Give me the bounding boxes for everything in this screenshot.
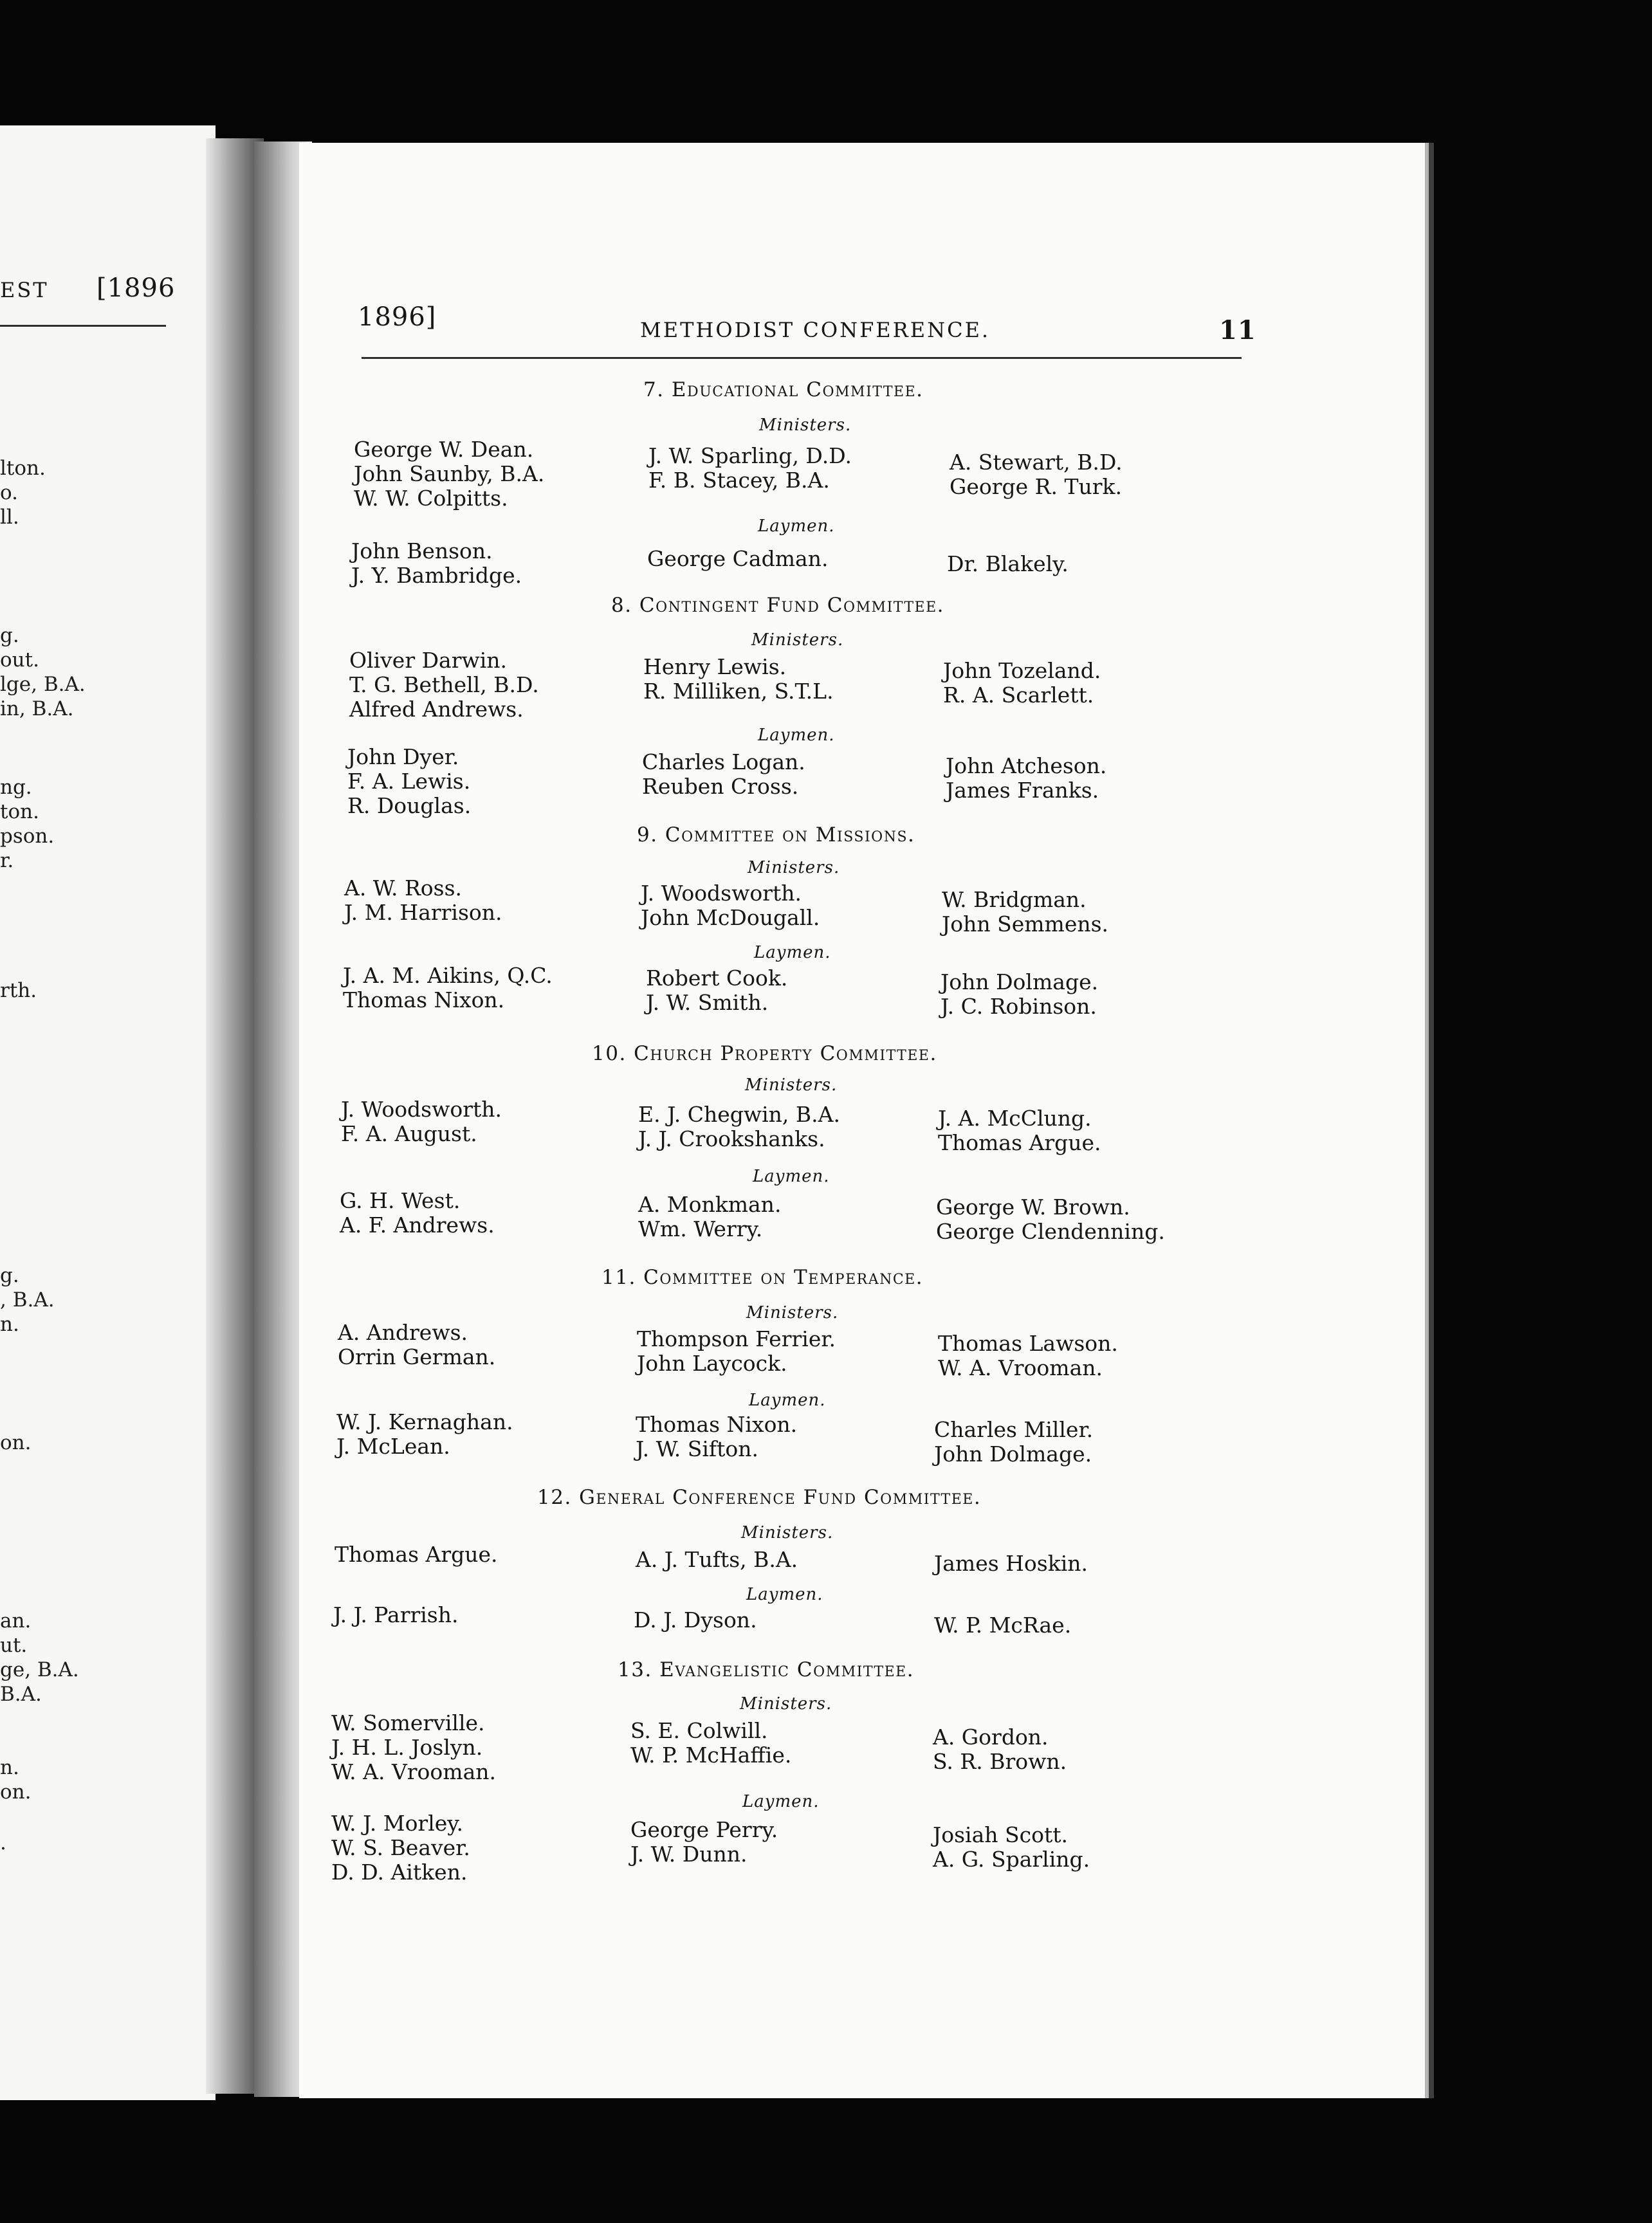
member-name: George Cadman. <box>647 546 829 571</box>
members-left-column <box>344 876 502 925</box>
member-name: Charles Miller. <box>934 1417 1094 1442</box>
member-name: George W. Dean. <box>354 437 534 462</box>
member-name: J. M. Harrison. <box>344 900 502 925</box>
members-right-column <box>934 1418 1093 1467</box>
members-middle-column <box>630 1818 778 1867</box>
member-name: A. G. Sparling. <box>933 1847 1090 1872</box>
member-name: John Dolmage. <box>934 1441 1092 1467</box>
members-right-column <box>938 1331 1118 1380</box>
member-name: A. W. Ross. <box>344 875 463 901</box>
member-name: Josiah Scott. <box>933 1822 1068 1847</box>
members-left-column <box>331 1811 470 1885</box>
members-middle-column <box>643 655 834 704</box>
member-name: D. J. Dyson. <box>634 1607 757 1633</box>
member-group-label: Laymen. <box>754 943 831 962</box>
left-page-fragment: ng. <box>0 776 32 799</box>
member-name: Thomas Argue. <box>938 1130 1101 1155</box>
member-name: W. A. Vrooman. <box>938 1355 1103 1380</box>
member-name: J. A. M. Aikins, Q.C. <box>343 963 553 988</box>
committee-heading: 11. Committee on Temperance. <box>601 1266 924 1289</box>
member-name: John Benson. <box>351 538 493 563</box>
left-page-fragment: g. <box>0 624 19 647</box>
left-page-fragment: out. <box>0 648 39 672</box>
member-name: Wm. Werry. <box>638 1216 763 1241</box>
member-group-label: Laymen. <box>758 517 835 536</box>
page-number: 11 <box>1219 315 1256 345</box>
member-group-label: Laymen. <box>746 1585 823 1604</box>
member-name: Robert Cook. <box>646 965 788 991</box>
member-name: G. H. West. <box>340 1188 461 1213</box>
member-name: Charles Logan. <box>642 749 805 774</box>
member-name: George Perry. <box>630 1817 778 1842</box>
committee-heading: 8. Contingent Fund Committee. <box>611 594 944 617</box>
member-name: J. W. Sparling, D.D. <box>648 443 852 468</box>
members-left-column <box>349 648 539 722</box>
left-page-fragment: ge, B.A. <box>0 1658 79 1681</box>
member-name: A. Monkman. <box>638 1192 782 1217</box>
member-name: F. B. Stacey, B.A. <box>648 468 830 493</box>
member-name: Orrin German. <box>338 1344 496 1369</box>
member-name: J. H. L. Joslyn. <box>331 1735 483 1760</box>
members-middle-column <box>638 1102 840 1151</box>
member-name: John Semmens. <box>942 911 1109 937</box>
left-page-fragment: g. <box>0 1264 19 1287</box>
member-group-label: Laymen. <box>749 1391 826 1410</box>
member-name: George Clendenning. <box>936 1219 1165 1244</box>
member-name: Thomas Nixon. <box>636 1412 798 1437</box>
left-page-fragment: lton. <box>0 457 46 480</box>
members-left-column <box>351 539 522 588</box>
member-name: W. W. Colpitts. <box>354 486 508 511</box>
member-name: W. Bridgman. <box>942 887 1087 912</box>
member-name: Thomas Lawson. <box>938 1331 1118 1356</box>
members-left-column <box>354 437 544 511</box>
member-name: W. A. Vrooman. <box>331 1759 496 1784</box>
member-group-label: Ministers. <box>751 630 844 650</box>
member-name: John McDougall. <box>641 905 820 930</box>
members-middle-column <box>634 1608 757 1633</box>
member-name: S. E. Colwill. <box>630 1718 768 1743</box>
member-group-label: Ministers. <box>748 858 840 877</box>
left-page-fragment: rth. <box>0 979 37 1002</box>
previous-page <box>0 125 216 2100</box>
members-left-column <box>335 1542 498 1567</box>
left-page-fragment: in, B.A. <box>0 697 74 720</box>
member-name: James Hoskin. <box>934 1551 1088 1576</box>
members-left-column <box>336 1410 513 1459</box>
left-page-fragment: on. <box>0 1780 32 1804</box>
member-name: J. J. Crookshanks. <box>638 1126 825 1151</box>
member-group-label: Ministers. <box>741 1523 834 1542</box>
left-page-fragment: lge, B.A. <box>0 673 86 696</box>
members-middle-column <box>638 1193 781 1241</box>
member-name: Oliver Darwin. <box>349 648 508 673</box>
left-page-fragment: ll. <box>0 506 19 529</box>
members-left-column <box>338 1321 495 1369</box>
member-name: John Tozeland. <box>943 658 1101 683</box>
member-name: J. Y. Bambridge. <box>351 563 522 588</box>
member-name: Henry Lewis. <box>643 654 787 679</box>
member-name: J. A. McClung. <box>938 1106 1092 1131</box>
member-name: James Franks. <box>946 778 1099 803</box>
member-name: J. C. Robinson. <box>941 994 1097 1019</box>
member-name: A. Andrews. <box>338 1320 468 1345</box>
member-name: W. P. McHaffie. <box>630 1743 792 1768</box>
member-name: E. J. Chegwin, B.A. <box>638 1102 840 1127</box>
members-right-column <box>946 754 1106 803</box>
committee-heading: 12. General Conference Fund Committee. <box>537 1486 982 1509</box>
member-name: J. Woodsworth. <box>341 1097 502 1122</box>
member-name: A. J. Tufts, B.A. <box>636 1547 798 1572</box>
left-page-fragment: an. <box>0 1609 32 1633</box>
left-page-fragment: , B.A. <box>0 1288 55 1312</box>
members-right-column <box>942 888 1108 937</box>
left-running-header-fragment: EST <box>0 278 49 302</box>
member-name: D. D. Aitken. <box>331 1860 468 1885</box>
member-name: Thomas Argue. <box>335 1542 498 1567</box>
member-name: S. R. Brown. <box>933 1749 1067 1774</box>
member-name: J. McLean. <box>336 1434 450 1459</box>
member-name: Thompson Ferrier. <box>637 1326 836 1351</box>
member-group-label: Ministers. <box>745 1075 838 1095</box>
members-right-column <box>938 1106 1101 1155</box>
member-group-label: Laymen. <box>758 726 835 745</box>
member-group-label: Laymen. <box>753 1167 830 1186</box>
left-page-fragment: n. <box>0 1756 19 1779</box>
left-page-year: [1896 <box>96 273 176 303</box>
members-left-column <box>343 964 553 1012</box>
committee-heading: 7. Educational Committee. <box>643 378 924 401</box>
committee-heading: 9. Committee on Missions. <box>637 823 915 846</box>
members-left-column <box>341 1097 502 1146</box>
left-header-rule <box>0 325 166 327</box>
members-middle-column <box>636 1548 798 1572</box>
members-right-column <box>934 1613 1071 1638</box>
member-name: W. J. Kernaghan. <box>336 1409 513 1434</box>
members-middle-column <box>641 881 820 930</box>
page-title: METHODIST CONFERENCE. <box>640 318 991 342</box>
member-name: J. W. Smith. <box>646 990 769 1015</box>
member-name: J. W. Sifton. <box>636 1436 759 1461</box>
member-name: John Dyer. <box>347 744 459 769</box>
members-right-column <box>933 1725 1067 1774</box>
members-middle-column <box>636 1413 797 1461</box>
members-left-column <box>333 1603 458 1627</box>
left-page-fragment: B.A. <box>0 1683 42 1706</box>
member-name: A. Gordon. <box>933 1724 1049 1750</box>
member-name: George W. Brown. <box>936 1194 1130 1220</box>
left-page-fragment: ton. <box>0 800 39 823</box>
members-middle-column <box>648 444 852 493</box>
member-name: Thomas Nixon. <box>343 987 505 1012</box>
member-name: J. J. Parrish. <box>333 1602 459 1627</box>
member-name: Reuben Cross. <box>642 774 799 799</box>
member-name: W. J. Morley. <box>331 1811 464 1836</box>
member-name: F. A. Lewis. <box>347 769 471 794</box>
members-right-column <box>950 450 1123 499</box>
member-name: W. Somerville. <box>331 1710 485 1735</box>
committee-heading: 13. Evangelistic Committee. <box>618 1658 915 1681</box>
member-name: A. F. Andrews. <box>340 1212 495 1238</box>
member-name: J. W. Dunn. <box>630 1842 748 1867</box>
members-left-column <box>331 1711 496 1784</box>
committee-heading: 10. Church Property Committee. <box>592 1042 937 1065</box>
member-name: F. A. August. <box>341 1121 477 1146</box>
member-name: J. Woodsworth. <box>641 881 802 906</box>
member-name: George R. Turk. <box>950 474 1123 499</box>
member-name: R. A. Scarlett. <box>943 682 1094 708</box>
member-name: John Atcheson. <box>946 753 1107 778</box>
members-right-column <box>941 970 1098 1019</box>
members-right-column <box>943 659 1101 708</box>
left-page-fragment: o. <box>0 481 18 504</box>
left-page-fragment: n. <box>0 1313 19 1336</box>
member-name: W. S. Beaver. <box>331 1835 470 1860</box>
header-rule <box>362 357 1242 359</box>
member-name: R. Milliken, S.T.L. <box>643 679 834 704</box>
left-page-fragment: ut. <box>0 1634 28 1657</box>
member-name: W. P. McRae. <box>934 1613 1072 1638</box>
members-right-column <box>934 1551 1088 1576</box>
member-group-label: Ministers. <box>740 1694 832 1714</box>
left-page-fragment: pson. <box>0 825 55 848</box>
member-name: T. G. Bethell, B.D. <box>349 672 539 697</box>
left-page-fragment: . <box>0 1831 6 1854</box>
members-middle-column <box>647 547 828 571</box>
members-right-column <box>947 552 1069 576</box>
member-name: Alfred Andrews. <box>349 697 524 722</box>
members-right-column <box>933 1823 1090 1872</box>
member-name: John Laycock. <box>637 1351 787 1376</box>
member-name: John Saunby, B.A. <box>354 461 545 486</box>
member-name: John Dolmage. <box>941 969 1099 994</box>
member-group-label: Ministers. <box>759 416 852 435</box>
member-name: R. Douglas. <box>347 793 472 818</box>
page-year: 1896] <box>358 302 437 332</box>
members-middle-column <box>646 966 787 1015</box>
member-group-label: Ministers. <box>746 1303 839 1322</box>
member-group-label: Laymen. <box>742 1792 820 1811</box>
left-page-fragment: on. <box>0 1431 32 1454</box>
member-name: A. Stewart, B.D. <box>950 450 1123 475</box>
members-middle-column <box>642 750 805 799</box>
left-page-fragment: r. <box>0 849 14 872</box>
members-left-column <box>347 745 471 818</box>
members-left-column <box>340 1189 495 1238</box>
members-middle-column <box>637 1327 836 1376</box>
members-right-column <box>936 1195 1165 1244</box>
members-middle-column <box>630 1719 791 1768</box>
member-name: Dr. Blakely. <box>947 551 1069 576</box>
